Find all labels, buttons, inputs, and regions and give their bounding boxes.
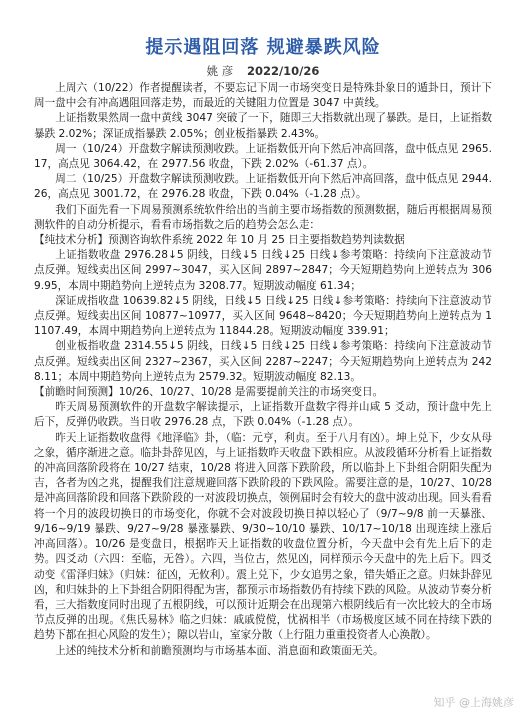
paragraph-disclaimer: 上述的纯技术分析和前瞻预测均与市场基本面、消息面和政策面无关。 [55, 644, 384, 657]
paragraph-analysis: 昨天上证指数收盘得《地泽临》卦，（临：元亨，利贞。至于八月有凶）。坤上兑下，少女从母之象，循序渐进之意。临卦卦辞见凶，与上证指数昨天收盘下跌相应。从波段循环分析看上证指数的冲高回落阶段将在 10/27 结束，10/28 将进入回落下跌阶段，所以临卦上下卦组合阴阳失配为吉，各者为凶之兆，提醒我们注意规避回落下跌阶段的下跌风险。需要注意的是，10/27、10/28 是冲高回落阶段和回落下跌阶段的一对波段切换点，领例届时会有较大的盘中波动出现。回头看看将一个月的波段切换日的市场变化，你就不会对波段切换日掉以轻心了（9/7~9/8 前一天暴涨、9/16~9/19 暴跌、9/27~9/28 暴涨暴跌、9/30~10/10 暴跌、10/17~10/18 出现连续上涨后冲高回落）。10/26 是变盘日，根据昨天上证指数的收盘位置分析，今天盘中会有先上后下的走势。四爻动（六四：至临，无咎）。六四，当位古，然见凶，同样预示今天盘中的先上后下。四爻动变《雷泽归妹》（归妹：征凶，无攸利）。震上兑下，少女追男之象，错失婚正之意。归妹卦辞见凶，和归妹卦的上下卦组合阴阳得配为害，都预示市场指数仍有持续下跌的风险。从波动节奏分析看，三大指数度同时出现了五根阴线，可以预计近期会在出现第六根阴线后有一次比较大的全市场节点反弹的出现。《焦氏易林》临之归妹：戚戚傥傥，忧祸相半（市场极度区域不同在持续下跌的趋势下都在担心风险的发生）；隙以岩山，室家分散（上行阻力重重投资者人心涣散）。 [34, 431, 492, 642]
article-body [34, 81, 492, 659]
section-heading-technical: 【纯技术分析】预测咨询软件系统 2022 年 10 月 25 日主要指数趋势判读数据 [34, 234, 405, 247]
paragraph-market-drop: 上证指数果然周一盘中黄线 3047 突破了一下，随即三大指数就出现了暴跌。是日，上证指数暴跌 2.02%；深证成指暴跌 2.05%；创业板指暴跌 2.43%。 [34, 112, 492, 140]
article-title: 提示遇阻回落 规避暴跌风险 [145, 37, 381, 58]
paragraph-tuesday: 周二（10/25）开盘数字解读预测收跌。上证指数低开向下然后冲高回落，盘中低点见 2944.26，高点见 3001.72，在 2976.28 收盘，下跌 0.04%（-1.28 点）。 [34, 173, 492, 201]
paragraph-monday: 周一（10/24）开盘数字解读预测收跌。上证指数低开向下然后冲高回落，盘中低点见 2965.17，高点见 3064.42，在 2977.56 收盘，下跌 2.02%（-61.37 点）。 [34, 142, 492, 171]
section-heading-forecast: 【前瞻时间预测】10/26、10/27、10/28 是需要提前关注的市场突变日。 [34, 386, 384, 399]
zhihu-watermark: 知乎 @上海姚彦 [433, 696, 514, 709]
paragraph-intro: 上周六（10/22）作者提醒读者，不要忘记下周一市场突变日是特殊卦象日的遁卦日，预计下周一盘中会有冲高遇阻回落走势，而最近的关键阻力位置是 3047 中黄线。 [34, 82, 492, 110]
article [34, 36, 492, 659]
paragraph-chinext-index: 创业板指收盘 2314.55↓5 阴线，日线↓5 日线↓25 日线↓参考策略：持续向下注意波动节点反弹。短线卖出区间 2327~2367，买入区间 2287~2247；今天短期趋势向上逆转点为 2428.11；本周中期趋势向上逆转点为 2579.32。短期波动幅度 82.13。 [34, 340, 492, 383]
paragraph-yesterday: 昨天周易预测软件的开盘数字解读提示，上证指数开盘数字得并山咸 5 爻动，预计盘中先上后下，反弹仍收跌。当日收 2976.28 点，下跌 0.04%（-1.28 点）。 [34, 401, 492, 429]
paragraph-shanghai-index: 上证指数收盘 2976.28↓5 阴线，日线↓5 日线↓25 日线↓参考策略：持续向下注意波动节点反弹。短线卖出区间 2997~3047，买入区间 2897~2847；今天短期趋势向上逆转点为 3069.95，本周中期趋势向上逆转点为 3208.77。短期波动幅度 61.34； [34, 249, 492, 292]
author: 姚 彦 [206, 64, 234, 78]
byline [34, 63, 492, 79]
paragraph-forecast-lead: 我们下面先看一下周易预测系统软件给出的当前主要市场指数的预测数据，随后再根据周易预测软件的自动分析提示，看看市场指数之后的趋势会怎么走： [34, 203, 492, 231]
publish-date: 2022/10/26 [246, 64, 320, 78]
paragraph-shenzhen-index: 深证成指收盘 10639.82↓5 阴线，日线↓5 日线↓25 日线↓参考策略：持续向下注意波动节点反弹。短线卖出区间 10877~10977，买入区间 9648~8420；今天短期趋势向上逆转点为 11107.49，本周中期趋势向上逆转点为 11844.28。短期波动幅度 339.91； [34, 294, 492, 338]
